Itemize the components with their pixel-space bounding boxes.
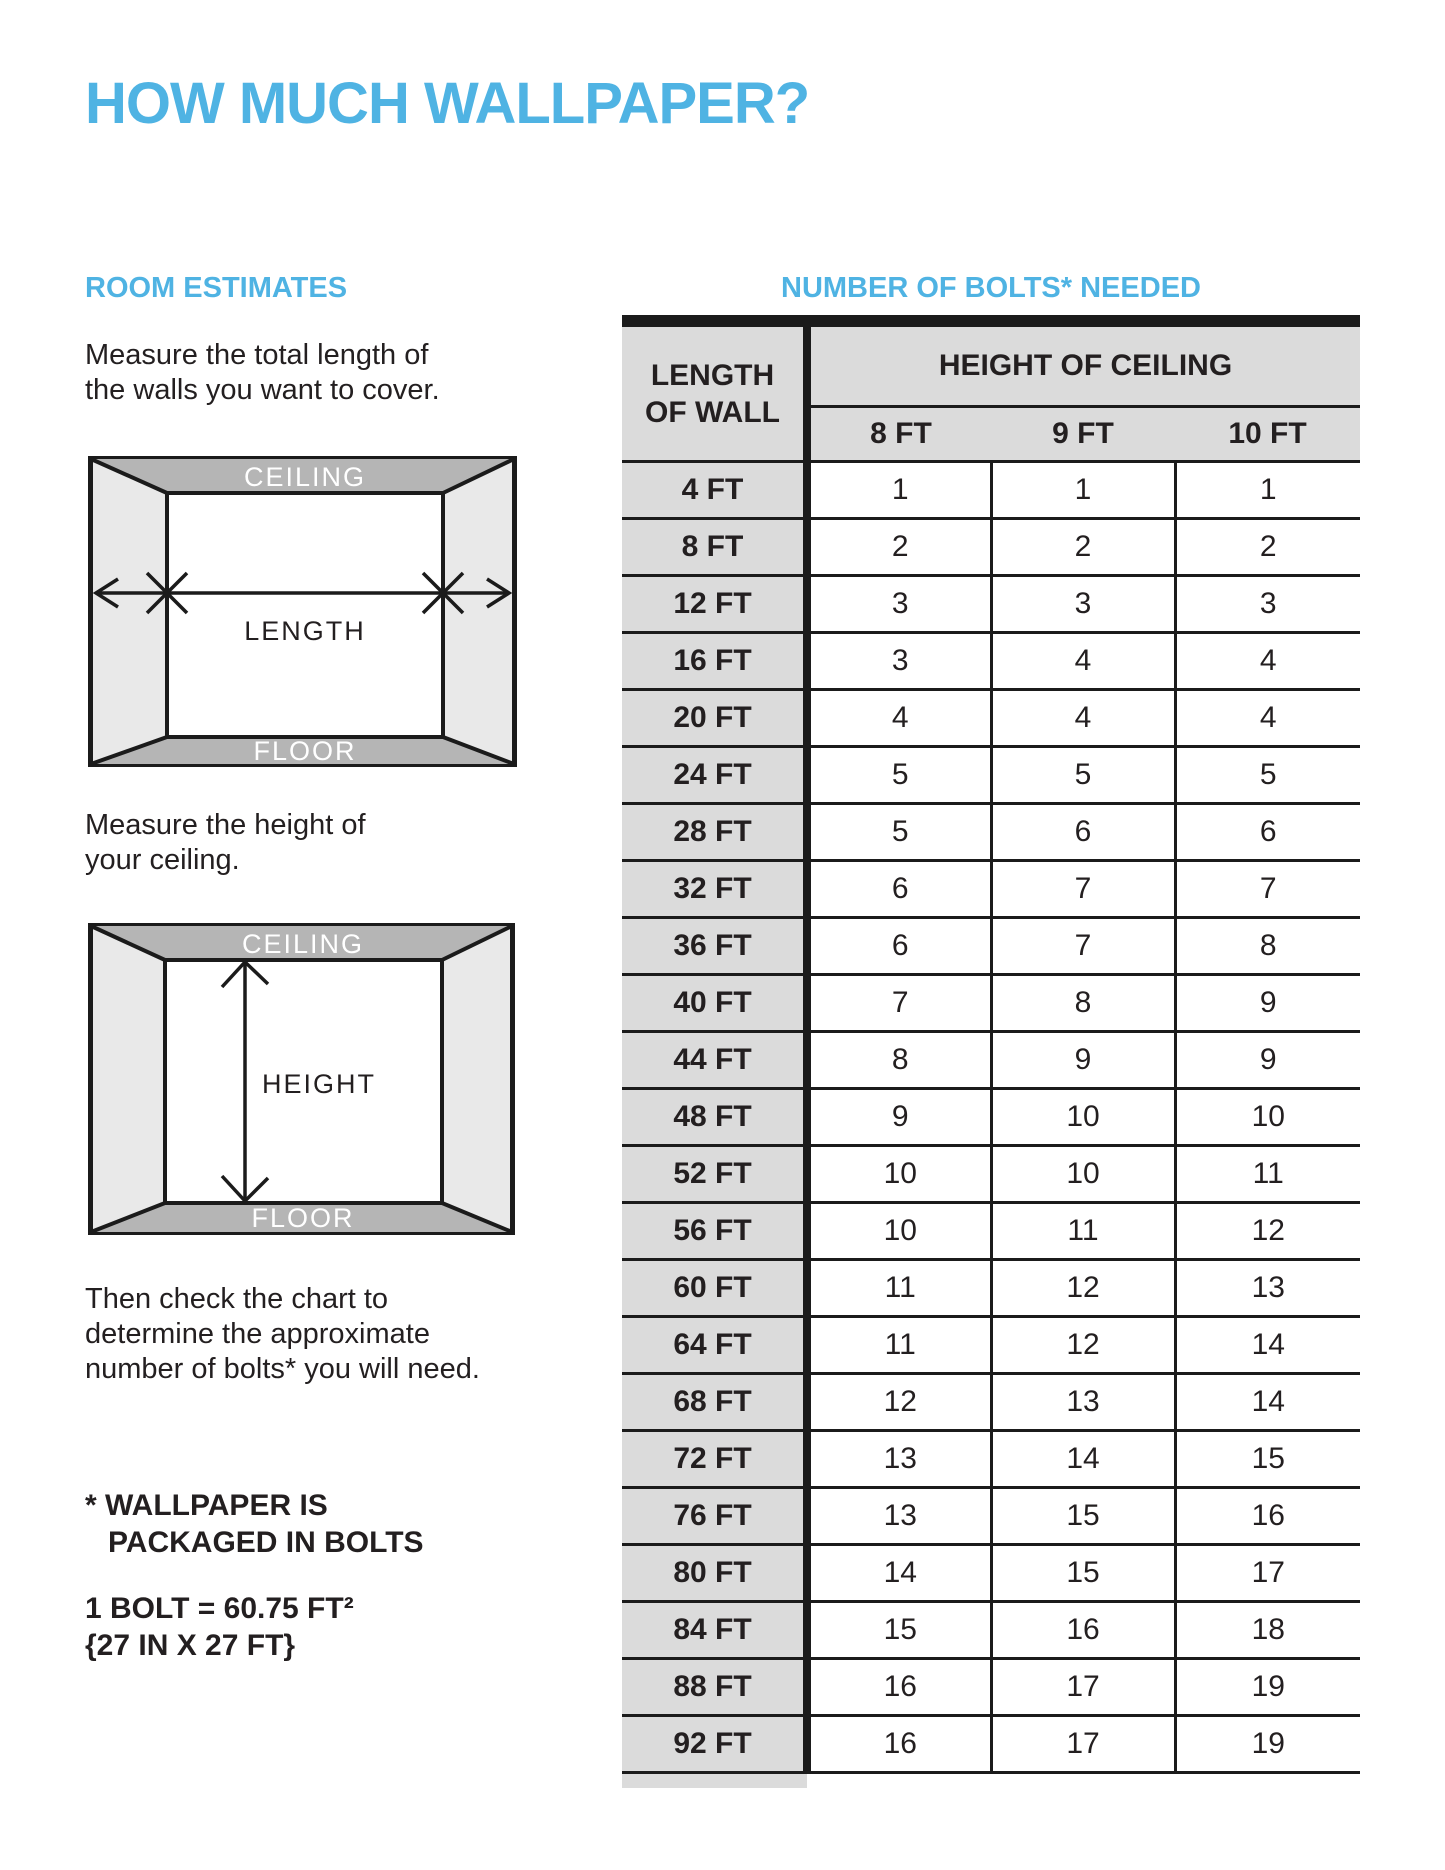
value-cell: 18	[1175, 1602, 1360, 1659]
value-cell: 14	[1175, 1374, 1360, 1431]
instruction-line: determine the approximate	[85, 1318, 430, 1350]
instruction-measure-height	[85, 808, 366, 878]
bolt-size-line: {27 IN X 27 FT}	[85, 1629, 296, 1662]
value-cell: 3	[807, 633, 991, 690]
table-row	[622, 1716, 1360, 1773]
value-cell: 5	[1175, 747, 1360, 804]
instruction-line: Measure the total length of	[85, 339, 429, 371]
floor-label: FLOOR	[251, 1203, 355, 1233]
value-cell: 11	[807, 1317, 991, 1374]
value-cell: 10	[807, 1203, 991, 1260]
value-cell: 16	[1175, 1488, 1360, 1545]
table-row	[622, 747, 1360, 804]
instruction-measure-length	[85, 338, 440, 408]
value-cell: 17	[991, 1716, 1175, 1773]
row-header-cell: 56 FT	[622, 1203, 807, 1260]
value-cell: 15	[1175, 1431, 1360, 1488]
table-row	[622, 1146, 1360, 1203]
table-row	[622, 519, 1360, 576]
value-cell: 16	[991, 1602, 1175, 1659]
value-cell: 11	[1175, 1146, 1360, 1203]
value-cell: 16	[807, 1716, 991, 1773]
room-height-diagram	[88, 923, 515, 1235]
row-header-cell: 44 FT	[622, 1032, 807, 1089]
ceiling-label: CEILING	[241, 929, 365, 959]
height-label: HEIGHT	[262, 1069, 377, 1099]
value-cell: 12	[1175, 1203, 1360, 1260]
value-cell: 2	[807, 519, 991, 576]
value-cell: 6	[991, 804, 1175, 861]
value-cell: 6	[807, 918, 991, 975]
table-row	[622, 1317, 1360, 1374]
length-of-wall-header	[622, 327, 807, 462]
table-row	[622, 804, 1360, 861]
room-estimates-heading: ROOM ESTIMATES	[85, 272, 348, 304]
value-cell: 12	[991, 1260, 1175, 1317]
row-header-cell: 12 FT	[622, 576, 807, 633]
col-header-10ft: 10 FT	[1175, 407, 1360, 462]
value-cell: 1	[1175, 462, 1360, 519]
table-row	[622, 1374, 1360, 1431]
value-cell: 15	[807, 1602, 991, 1659]
value-cell: 14	[807, 1545, 991, 1602]
value-cell: 9	[1175, 975, 1360, 1032]
value-cell: 8	[1175, 918, 1360, 975]
row-header-cell: 84 FT	[622, 1602, 807, 1659]
row-header-cell: 40 FT	[622, 975, 807, 1032]
value-cell: 4	[1175, 633, 1360, 690]
value-cell: 7	[991, 918, 1175, 975]
value-cell: 6	[807, 861, 991, 918]
value-cell: 13	[807, 1431, 991, 1488]
header-line: OF WALL	[645, 395, 780, 429]
value-cell: 7	[1175, 861, 1360, 918]
bolt-table-body	[622, 462, 1360, 1773]
value-cell: 13	[807, 1488, 991, 1545]
table-row	[622, 1032, 1360, 1089]
value-cell: 5	[991, 747, 1175, 804]
value-cell: 4	[991, 690, 1175, 747]
value-cell: 1	[991, 462, 1175, 519]
row-header-cell: 36 FT	[622, 918, 807, 975]
row-header-cell: 16 FT	[622, 633, 807, 690]
value-cell: 8	[807, 1032, 991, 1089]
length-label: LENGTH	[244, 616, 366, 646]
value-cell: 2	[1175, 519, 1360, 576]
value-cell: 16	[807, 1659, 991, 1716]
table-row	[622, 1203, 1360, 1260]
table-header-row	[622, 327, 1360, 407]
instruction-line: Then check the chart to	[85, 1283, 389, 1315]
table-row	[622, 918, 1360, 975]
bolts-needed-heading: NUMBER OF BOLTS* NEEDED	[781, 272, 1201, 304]
value-cell: 15	[991, 1488, 1175, 1545]
value-cell: 5	[807, 747, 991, 804]
value-cell: 13	[991, 1374, 1175, 1431]
table-row	[622, 1260, 1360, 1317]
value-cell: 10	[991, 1146, 1175, 1203]
table-row	[622, 1602, 1360, 1659]
value-cell: 9	[807, 1089, 991, 1146]
table-row	[622, 576, 1360, 633]
value-cell: 17	[991, 1659, 1175, 1716]
value-cell: 14	[1175, 1317, 1360, 1374]
table-row	[622, 861, 1360, 918]
row-header-cell: 4 FT	[622, 462, 807, 519]
value-cell: 1	[807, 462, 991, 519]
value-cell: 3	[1175, 576, 1360, 633]
row-header-cell: 80 FT	[622, 1545, 807, 1602]
value-cell: 3	[807, 576, 991, 633]
instruction-line: number of bolts* you will need.	[85, 1353, 480, 1385]
row-header-cell: 32 FT	[622, 861, 807, 918]
table-top-border	[622, 315, 1360, 327]
value-cell: 17	[1175, 1545, 1360, 1602]
value-cell: 9	[1175, 1032, 1360, 1089]
value-cell: 11	[807, 1260, 991, 1317]
back-wall	[167, 493, 443, 737]
row-header-cell: 52 FT	[622, 1146, 807, 1203]
table-row	[622, 1089, 1360, 1146]
table-row	[622, 690, 1360, 747]
height-of-ceiling-header: HEIGHT OF CEILING	[807, 327, 1360, 407]
instruction-line: Measure the height of	[85, 809, 366, 841]
footnote-line: * WALLPAPER IS	[85, 1489, 328, 1522]
room-length-diagram	[88, 456, 517, 767]
bolts-needed-table	[622, 327, 1360, 1774]
value-cell: 7	[807, 975, 991, 1032]
value-cell: 5	[807, 804, 991, 861]
table-row	[622, 1488, 1360, 1545]
row-header-cell: 76 FT	[622, 1488, 807, 1545]
value-cell: 10	[807, 1146, 991, 1203]
table-row	[622, 1659, 1360, 1716]
wallpaper-bolts-footnote	[85, 1487, 424, 1561]
table-row	[622, 1431, 1360, 1488]
table-row	[622, 975, 1360, 1032]
value-cell: 10	[1175, 1089, 1360, 1146]
page-title: HOW MUCH WALLPAPER?	[85, 71, 810, 136]
bolts-table	[622, 315, 1360, 1788]
value-cell: 19	[1175, 1716, 1360, 1773]
value-cell: 7	[991, 861, 1175, 918]
row-header-cell: 88 FT	[622, 1659, 807, 1716]
row-header-cell: 92 FT	[622, 1716, 807, 1773]
value-cell: 6	[1175, 804, 1360, 861]
value-cell: 3	[991, 576, 1175, 633]
table-footer-stub	[622, 1774, 807, 1788]
bolt-size-note	[85, 1590, 354, 1664]
value-cell: 4	[1175, 690, 1360, 747]
value-cell: 15	[991, 1545, 1175, 1602]
row-header-cell: 48 FT	[622, 1089, 807, 1146]
value-cell: 4	[807, 690, 991, 747]
instruction-line: your ceiling.	[85, 844, 240, 876]
value-cell: 10	[991, 1089, 1175, 1146]
footnote-line: PACKAGED IN BOLTS	[108, 1526, 424, 1559]
row-header-cell: 68 FT	[622, 1374, 807, 1431]
ceiling-label: CEILING	[243, 462, 367, 492]
value-cell: 11	[991, 1203, 1175, 1260]
value-cell: 12	[807, 1374, 991, 1431]
row-header-cell: 60 FT	[622, 1260, 807, 1317]
instruction-line: the walls you want to cover.	[85, 374, 440, 406]
value-cell: 4	[991, 633, 1175, 690]
table-row	[622, 633, 1360, 690]
row-header-cell: 64 FT	[622, 1317, 807, 1374]
col-header-8ft: 8 FT	[807, 407, 991, 462]
value-cell: 9	[991, 1032, 1175, 1089]
table-row	[622, 1545, 1360, 1602]
value-cell: 2	[991, 519, 1175, 576]
table-row	[622, 462, 1360, 519]
bolt-size-line: 1 BOLT = 60.75 FT²	[85, 1592, 354, 1625]
row-header-cell: 20 FT	[622, 690, 807, 747]
row-header-cell: 24 FT	[622, 747, 807, 804]
instruction-check-chart	[85, 1282, 480, 1387]
value-cell: 8	[991, 975, 1175, 1032]
col-header-9ft: 9 FT	[991, 407, 1175, 462]
floor-label: FLOOR	[253, 736, 357, 766]
value-cell: 14	[991, 1431, 1175, 1488]
row-header-cell: 8 FT	[622, 519, 807, 576]
value-cell: 19	[1175, 1659, 1360, 1716]
value-cell: 12	[991, 1317, 1175, 1374]
row-header-cell: 28 FT	[622, 804, 807, 861]
header-line: LENGTH	[650, 358, 775, 392]
value-cell: 13	[1175, 1260, 1360, 1317]
row-header-cell: 72 FT	[622, 1431, 807, 1488]
